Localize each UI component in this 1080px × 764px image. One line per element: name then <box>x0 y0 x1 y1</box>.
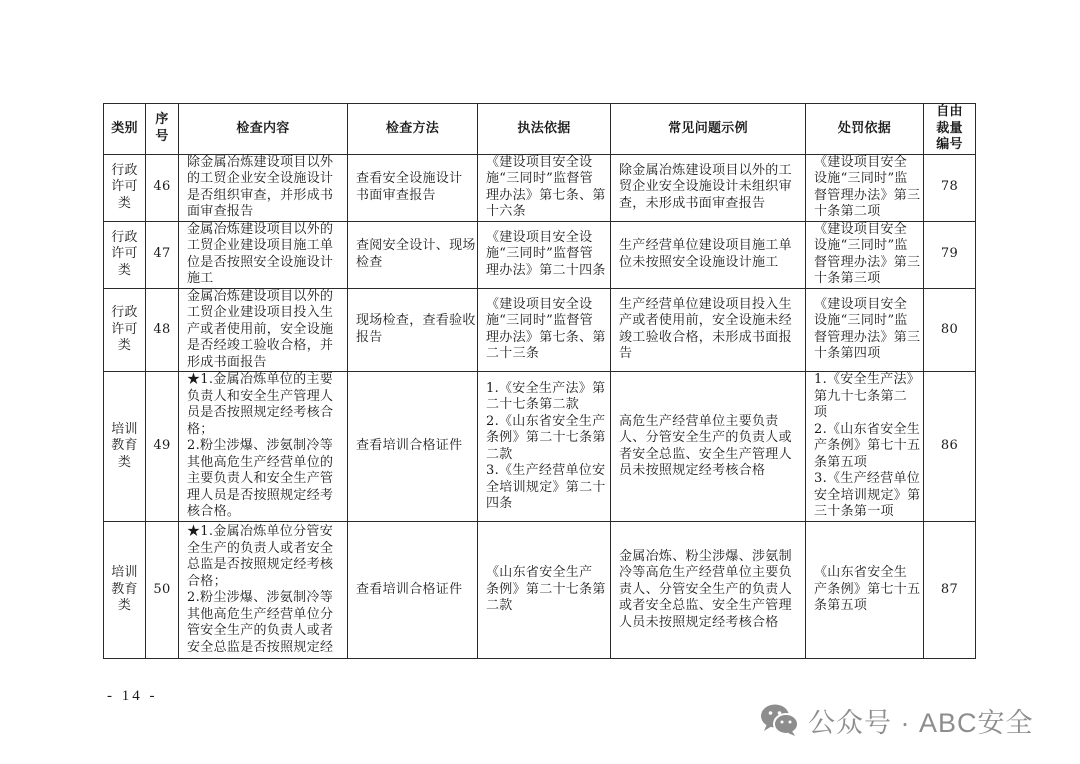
category-line: 类 <box>117 598 132 614</box>
serial-value: 46 <box>153 179 171 195</box>
table-row <box>104 221 976 288</box>
header-label-line: 执法依据 <box>517 120 571 136</box>
inspection-content-line: 是否经竣工验收合格，并 <box>187 338 334 353</box>
serial-value: 48 <box>153 321 171 337</box>
watermark <box>760 702 1034 738</box>
inspection-content-line: 核合格。 <box>187 504 241 520</box>
penalty-basis-line: 产条例》第七十五 <box>814 581 921 597</box>
inspection-content-line: 总监是否按照规定经考核 <box>187 557 334 572</box>
inspection-method-line: 查看培训合格证件 <box>356 438 463 454</box>
category-line: 类 <box>117 195 132 211</box>
legal-basis-line: 四条 <box>486 496 513 511</box>
header-label-line: 检查方法 <box>385 120 440 136</box>
serial-cell <box>146 522 179 659</box>
penalty-basis-cell <box>806 522 924 659</box>
inspection-method-line: 书面审查报告 <box>356 187 436 203</box>
discretion-code-value: 80 <box>940 321 959 337</box>
category-line: 类 <box>117 262 132 278</box>
category-line: 教育 <box>111 438 138 454</box>
inspection-method-cell <box>348 372 478 522</box>
inspection-content-line: 管安全生产的负责人或者 <box>187 623 334 638</box>
inspection-content-line: 2.粉尘涉爆、涉氨制冷等 <box>187 438 334 454</box>
inspection-content-line: 主要负责人和安全生产管 <box>187 471 334 487</box>
category-cell <box>104 221 146 288</box>
inspection-content-line: 金属冶炼建设项目以外的 <box>187 288 334 304</box>
header-inspection-method <box>348 104 478 155</box>
table-row <box>104 288 976 372</box>
header-label-line: 号 <box>155 128 169 144</box>
common-issues-line: 者安全总监、安全生产管理人 <box>619 446 792 462</box>
header-discretion-code <box>924 104 976 155</box>
penalty-basis-line: 十条第三项 <box>814 271 881 286</box>
inspection-content-line: 其他高危生产经营单位分 <box>187 606 334 622</box>
table-header-row <box>104 104 976 155</box>
legal-basis-line: 3.《生产经营单位安 <box>486 463 606 478</box>
legal-basis-line: 条例》第二十七条第 <box>486 581 606 597</box>
serial-value: 50 <box>153 581 171 597</box>
legal-basis-line: 二款 <box>486 598 513 614</box>
category-line: 许可 <box>111 179 138 195</box>
common-issues-line: 查，未形成书面审查报告 <box>619 195 766 211</box>
legal-basis-line: 《建设项目安全设 <box>486 229 593 245</box>
common-issues-line: 高危生产经营单位主要负责 <box>619 413 779 429</box>
common-issues-line: 员未按照规定经考核合格 <box>619 463 766 478</box>
penalty-basis-line: 条第五项 <box>814 454 868 470</box>
inspection-method-line: 检查 <box>356 254 383 270</box>
header-label-line: 序 <box>155 112 169 128</box>
inspection-content-line: 是否组织审查，并形成书 <box>187 187 334 203</box>
discretion-code-value: 86 <box>940 438 959 454</box>
inspection-content-line: 合格； <box>187 573 227 589</box>
penalty-basis-cell <box>806 372 924 522</box>
inspection-method-line: 查阅安全设计、现场 <box>356 238 476 253</box>
penalty-basis-line: 条第五项 <box>814 598 868 614</box>
penalty-basis-line: 项 <box>814 405 828 421</box>
legal-basis-line: 1.《安全生产法》第 <box>486 380 606 396</box>
watermark-text: 公众号 · ABC安全 <box>808 707 1034 738</box>
common-issues-line: 告 <box>619 346 633 362</box>
inspection-method-cell <box>348 154 478 221</box>
penalty-basis-line: 督管理办法》第三 <box>814 254 921 270</box>
common-issues-cell <box>611 372 806 522</box>
header-label-line: 编号 <box>936 137 963 152</box>
penalty-basis-line: 1.《安全生产法》 <box>814 372 921 388</box>
penalty-basis-cell <box>806 154 924 221</box>
legal-basis-line: 十六条 <box>486 204 526 219</box>
page-number: - 14 - <box>107 688 158 704</box>
penalty-basis-line: 督管理办法》第三 <box>814 329 921 345</box>
header-label-line: 类别 <box>111 120 138 136</box>
penalty-basis-line: 设施“三同时”监 <box>814 313 908 329</box>
inspection-content-cell <box>179 221 348 288</box>
category-line: 许可 <box>111 321 138 337</box>
category-line: 类 <box>117 338 132 353</box>
header-common-issues <box>611 104 806 155</box>
inspection-content-line: 全生产的负责人或者安全 <box>187 540 334 556</box>
penalty-basis-line: 设施“三同时”监 <box>814 238 908 253</box>
inspection-method-line: 查看培训合格证件 <box>356 581 463 597</box>
category-cell <box>104 522 146 659</box>
serial-value: 49 <box>153 438 171 454</box>
common-issues-line: 贸企业安全设施设计未组织审 <box>619 179 792 195</box>
common-issues-cell <box>611 221 806 288</box>
category-line: 培训 <box>111 565 138 581</box>
inspection-content-line: 其他高危生产经营单位的 <box>187 454 334 470</box>
common-issues-line: 除金属冶炼建设项目以外的工 <box>619 162 792 178</box>
discretion-code-value: 87 <box>940 581 959 597</box>
category-cell <box>104 154 146 221</box>
common-issues-line: 金属冶炼、粉尘涉爆、涉氨制 <box>619 548 792 564</box>
header-category <box>104 104 146 155</box>
inspection-content-line: ★1.金属冶炼单位的主要 <box>187 372 334 388</box>
header-inspection-content <box>179 104 348 155</box>
common-issues-cell <box>611 288 806 372</box>
penalty-basis-line: 2.《山东省安全生 <box>814 421 921 437</box>
inspection-content-line: 除金属冶炼建设项目以外 <box>187 154 334 170</box>
legal-basis-line: 《山东省安全生产 <box>486 565 593 581</box>
inspection-method-cell <box>348 522 478 659</box>
header-label-line: 常见问题示例 <box>668 120 748 136</box>
header-label-line: 裁量 <box>936 120 963 136</box>
penalty-basis-line: 十条第四项 <box>814 346 881 362</box>
penalty-basis-line: 《建设项目安全 <box>814 154 908 170</box>
penalty-basis-line: 《山东省安全生 <box>814 565 908 581</box>
common-issues-line: 产或者使用前，安全设施未经 <box>619 313 792 329</box>
legal-basis-line: 二十三条 <box>486 346 540 362</box>
table-body <box>104 154 976 659</box>
header-label-line: 检查内容 <box>236 120 290 136</box>
penalty-basis-line: 十条第二项 <box>814 204 881 219</box>
penalty-basis-line: 督管理办法》第三 <box>814 187 921 203</box>
table-row <box>104 522 976 659</box>
header-penalty-basis <box>806 104 924 155</box>
discretion-code-cell <box>924 154 976 221</box>
common-issues-line: 人员未按照规定经考核合格 <box>619 614 779 630</box>
penalty-basis-line: 产条例》第七十五 <box>814 438 921 454</box>
inspection-content-line: 形成书面报告 <box>187 354 267 370</box>
header-serial <box>146 104 179 155</box>
penalty-basis-line: 设施“三同时”监 <box>814 171 908 186</box>
penalty-basis-line: 《建设项目安全 <box>814 221 908 237</box>
category-cell <box>104 372 146 522</box>
inspection-content-line: 的工贸企业安全设施设计 <box>187 171 334 186</box>
legal-basis-cell <box>478 522 611 659</box>
common-issues-cell <box>611 522 806 659</box>
category-line: 行政 <box>111 162 138 178</box>
legal-basis-line: 施“三同时”监督管 <box>486 313 593 329</box>
discretion-code-value: 78 <box>940 179 959 195</box>
penalty-basis-line: 安全培训规定》第 <box>814 487 921 503</box>
common-issues-line: 生产经营单位建设项目投入生 <box>619 296 792 312</box>
header-label-line: 自由 <box>936 104 963 119</box>
inspection-content-line: 工贸企业建设项目施工单 <box>187 238 334 253</box>
category-line: 行政 <box>111 305 138 320</box>
category-line: 培训 <box>111 421 138 437</box>
common-issues-line: 人、分管安全生产的负责人或 <box>619 430 792 445</box>
inspection-content-line: 安全总监是否按照规定经 <box>187 639 334 655</box>
legal-basis-line: 理办法》第七条、第 <box>486 329 606 345</box>
inspection-table <box>103 103 976 659</box>
common-issues-cell <box>611 154 806 221</box>
discretion-code-cell <box>924 288 976 372</box>
serial-cell <box>146 288 179 372</box>
inspection-content-line: 格； <box>187 421 214 437</box>
legal-basis-line: 《建设项目安全设 <box>486 296 593 312</box>
category-cell <box>104 288 146 372</box>
inspection-content-cell <box>179 288 348 372</box>
inspection-content-line: 面审查报告 <box>187 204 254 219</box>
inspection-method-cell <box>348 221 478 288</box>
legal-basis-cell <box>478 288 611 372</box>
header-label-line: 处罚依据 <box>837 120 892 136</box>
discretion-code-value: 79 <box>940 246 959 262</box>
common-issues-line: 责人、分管安全生产的负责人 <box>619 581 792 597</box>
discretion-code-cell <box>924 221 976 288</box>
inspection-content-cell <box>179 154 348 221</box>
inspection-content-line: 工贸企业建设项目投入生 <box>187 305 334 320</box>
common-issues-line: 竣工验收合格，未形成书面报 <box>619 329 792 345</box>
discretion-code-cell <box>924 372 976 522</box>
table-row <box>104 372 976 522</box>
inspection-content-line: ★1.金属冶炼单位分管安 <box>187 524 334 539</box>
serial-cell <box>146 221 179 288</box>
inspection-content-cell <box>179 372 348 522</box>
legal-basis-line: 施“三同时”监督管 <box>486 246 593 262</box>
inspection-content-cell <box>179 522 348 659</box>
legal-basis-line: 《建设项目安全设 <box>486 154 593 170</box>
inspection-content-line: 理人员是否按照规定经考 <box>187 487 334 503</box>
inspection-content-line: 施工 <box>187 271 214 286</box>
penalty-basis-cell <box>806 288 924 372</box>
inspection-method-line: 查看安全设施设计 <box>356 171 463 186</box>
inspection-content-line: 2.粉尘涉爆、涉氨制冷等 <box>187 590 334 605</box>
legal-basis-cell <box>478 154 611 221</box>
inspection-content-line: 员是否按照规定经考核合 <box>187 405 334 421</box>
inspection-content-line: 位是否按照安全设施设计 <box>187 254 334 270</box>
category-line: 许可 <box>111 246 138 262</box>
legal-basis-line: 理办法》第七条、第 <box>486 187 606 203</box>
legal-basis-line: 二款 <box>486 446 513 462</box>
category-line: 教育 <box>111 581 138 597</box>
legal-basis-line: 理办法》第二十四条 <box>486 262 606 278</box>
inspection-method-line: 报告 <box>356 329 383 345</box>
penalty-basis-line: 3.《生产经营单位 <box>814 471 921 487</box>
wechat-icon <box>760 703 800 737</box>
discretion-code-cell <box>924 522 976 659</box>
inspection-method-line: 现场检查，查看验收 <box>356 313 476 329</box>
serial-value: 47 <box>153 246 171 262</box>
serial-cell <box>146 372 179 522</box>
header-legal-basis <box>478 104 611 155</box>
inspection-content-line: 产或者使用前，安全设施 <box>187 321 334 337</box>
legal-basis-line: 二十七条第二款 <box>486 397 580 412</box>
penalty-basis-line: 三十条第一项 <box>814 504 894 520</box>
inspection-content-line: 金属冶炼建设项目以外的 <box>187 221 334 237</box>
legal-basis-cell <box>478 372 611 522</box>
common-issues-line: 生产经营单位建设项目施工单 <box>619 238 792 253</box>
inspection-content-line: 负责人和安全生产管理人 <box>187 388 334 404</box>
category-line: 行政 <box>111 229 138 245</box>
penalty-basis-cell <box>806 221 924 288</box>
common-issues-line: 或者安全总监、安全生产管理 <box>619 598 792 614</box>
legal-basis-line: 条例》第二十七条第 <box>486 430 606 445</box>
legal-basis-cell <box>478 221 611 288</box>
common-issues-line: 位未按照安全设施设计施工 <box>619 254 779 270</box>
penalty-basis-line: 第九十七条第二 <box>814 388 908 404</box>
serial-cell <box>146 154 179 221</box>
penalty-basis-line: 《建设项目安全 <box>814 296 908 312</box>
table-row <box>104 154 976 221</box>
legal-basis-line: 施“三同时”监督管 <box>486 171 593 186</box>
legal-basis-line: 2.《山东省安全生产 <box>486 413 606 429</box>
category-line: 类 <box>117 454 132 470</box>
legal-basis-line: 全培训规定》第二十 <box>486 479 606 495</box>
common-issues-line: 冷等高危生产经营单位主要负 <box>619 565 792 581</box>
inspection-method-cell <box>348 288 478 372</box>
